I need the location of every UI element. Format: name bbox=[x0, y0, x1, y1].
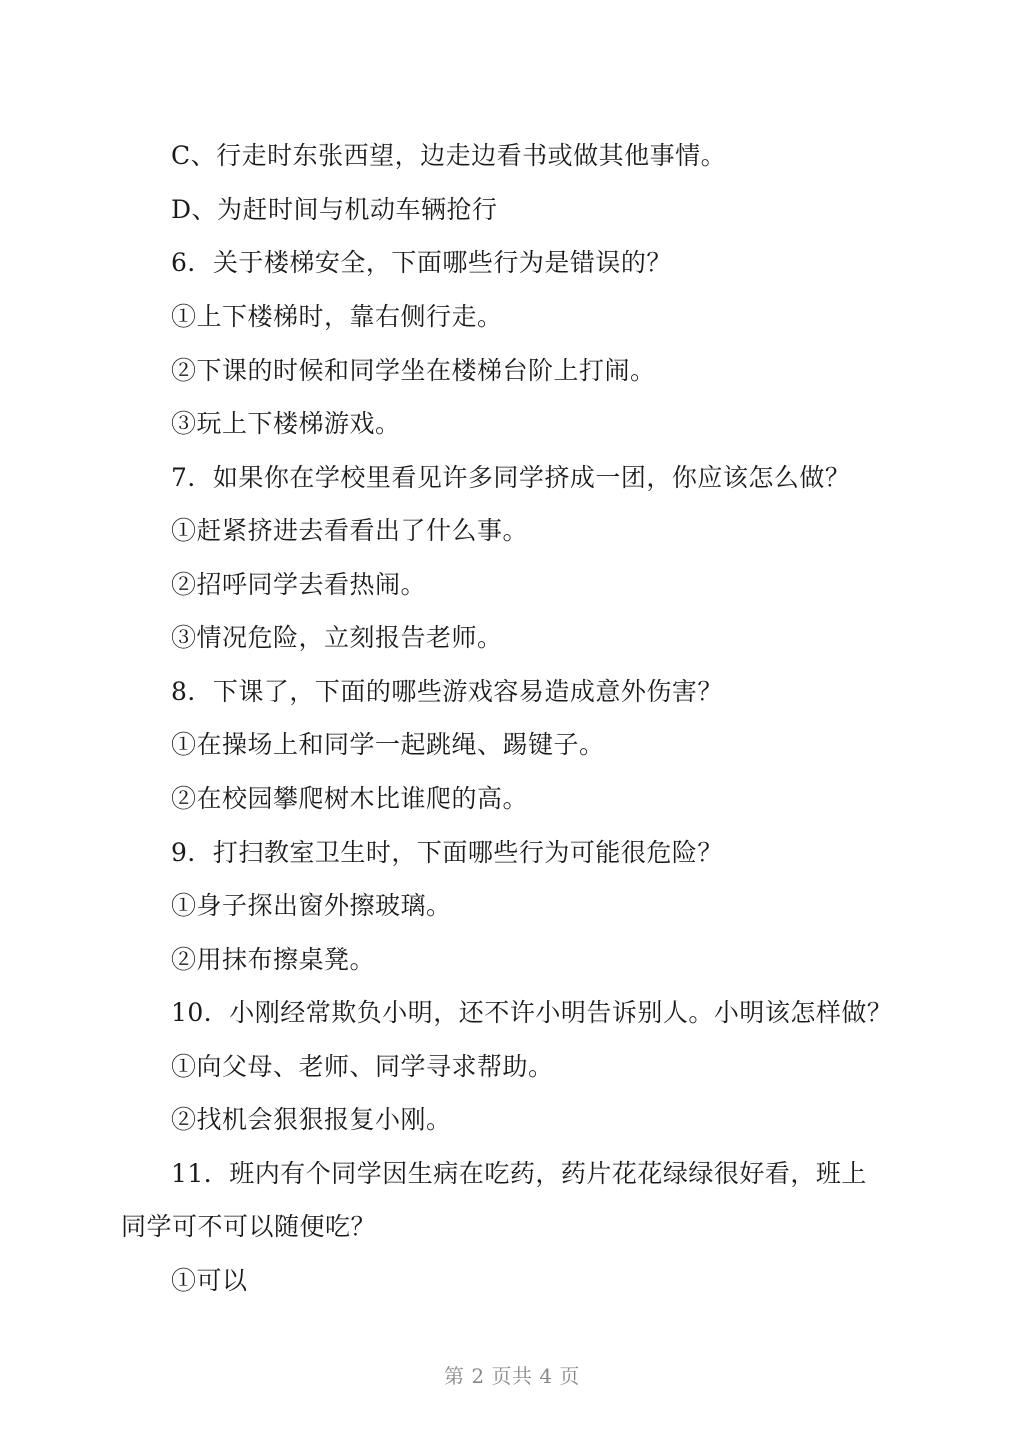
q9-option-1: ①身子探出窗外擦玻璃。 bbox=[171, 891, 452, 920]
q6-option-3: ③玩上下楼梯游戏。 bbox=[171, 409, 401, 438]
option-c-line: C、行走时东张西望，边走边看书或做其他事情。 bbox=[171, 141, 727, 170]
q10-option-2: ②找机会狠狠报复小刚。 bbox=[171, 1105, 452, 1134]
q6-option-1: ①上下楼梯时，靠右侧行走。 bbox=[171, 302, 503, 331]
q8-option-1: ①在操场上和同学一起跳绳、踢键子。 bbox=[171, 730, 605, 759]
question-6: 6．关于楼梯安全，下面哪些行为是错误的？ bbox=[171, 248, 672, 277]
question-10: 10．小刚经常欺负小明，还不许小明告诉别人。小明该怎样做？ bbox=[171, 998, 893, 1027]
question-9: 9．打扫教室卫生时，下面哪些行为可能很危险？ bbox=[171, 838, 723, 867]
q8-option-2: ②在校园攀爬树木比谁爬的高。 bbox=[171, 784, 529, 813]
question-11: 11．班内有个同学因生病在吃药，药片花花绿绿很好看，班上 bbox=[171, 1159, 867, 1188]
q6-option-2: ②下课的时候和同学坐在楼梯台阶上打闹。 bbox=[171, 356, 656, 385]
page-footer: 第 2 页共 4 页 bbox=[444, 1364, 580, 1388]
question-11-continued: 同学可不可以随便吃？ bbox=[121, 1212, 377, 1241]
q11-option-1: ①可以 bbox=[171, 1266, 248, 1295]
q7-option-2: ②招呼同学去看热闹。 bbox=[171, 570, 427, 599]
question-7: 7．如果你在学校里看见许多同学挤成一团，你应该怎么做？ bbox=[171, 463, 851, 492]
question-8: 8．下课了，下面的哪些游戏容易造成意外伤害？ bbox=[171, 677, 723, 706]
option-d-line: D、为赶时间与机动车辆抢行 bbox=[171, 195, 498, 224]
q7-option-3: ③情况危险，立刻报告老师。 bbox=[171, 623, 503, 652]
q9-option-2: ②用抹布擦桌凳。 bbox=[171, 945, 376, 974]
q7-option-1: ①赶紧挤进去看看出了什么事。 bbox=[171, 516, 529, 545]
q10-option-1: ①向父母、老师、同学寻求帮助。 bbox=[171, 1052, 554, 1081]
